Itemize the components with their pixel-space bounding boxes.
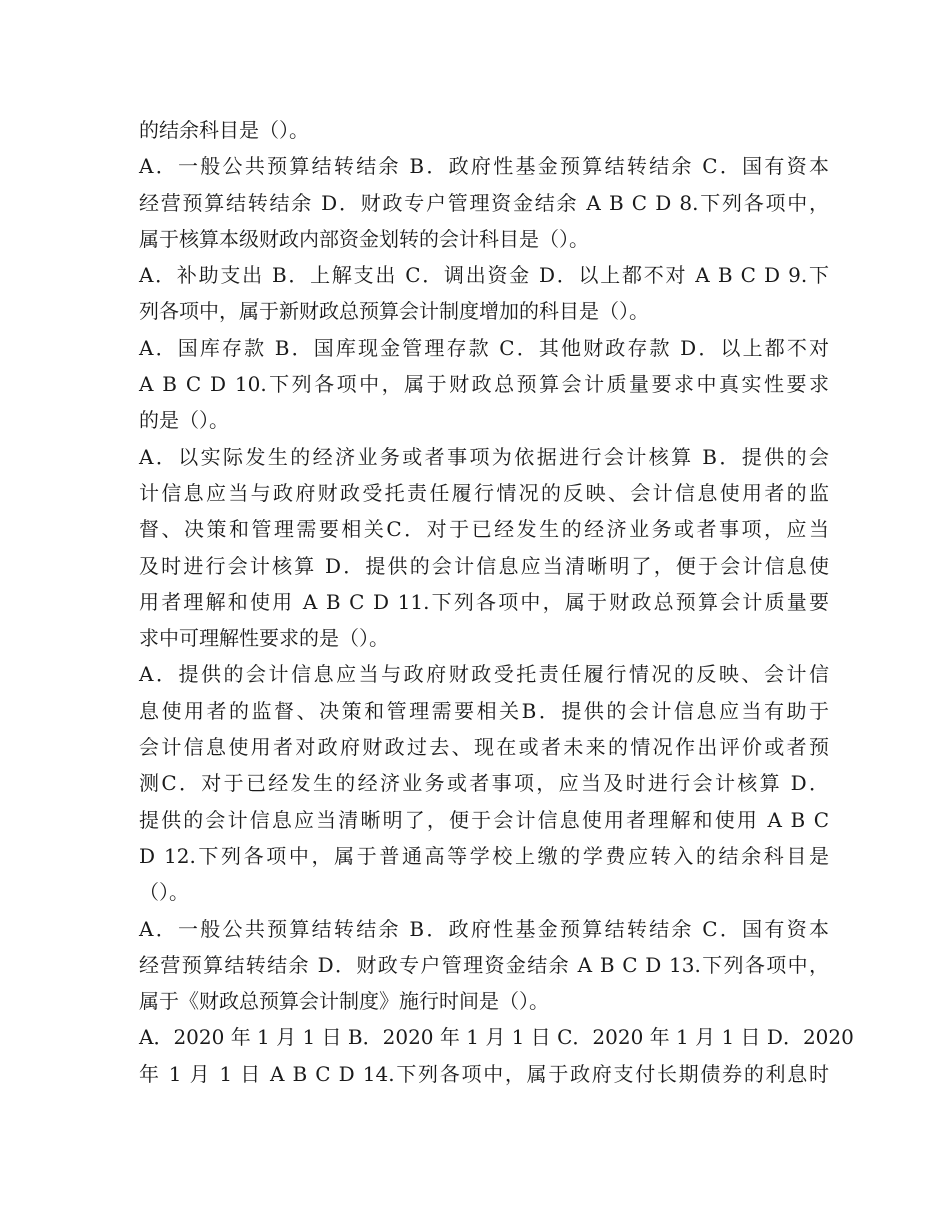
- text-line: A．一般公共预算结转结余 B．政府性基金预算结转结余 C．国有资本: [139, 916, 829, 941]
- text-line: D 12.下列各项中，属于普通高等学校上缴的学费应转入的结余科目是: [139, 843, 829, 868]
- text-line: 提供的会计信息应当清晰明了，便于会计信息使用者理解和使用 A B C: [139, 807, 829, 832]
- text-line: A．以实际发生的经济业务或者事项为依据进行会计核算 B．提供的会: [139, 444, 829, 469]
- text-line: A．提供的会计信息应当与政府财政受托责任履行情况的反映、会计信: [139, 662, 829, 687]
- text-line: 计信息应当与政府财政受托责任履行情况的反映、会计信息使用者的监: [139, 480, 829, 505]
- text-line: 息使用者的监督、决策和管理需要相关B．提供的会计信息应当有助于: [139, 698, 829, 723]
- text-line: 属于核算本级财政内部资金划转的会计科目是（）。: [139, 226, 589, 251]
- text-line: 求中可理解性要求的是（）。: [139, 626, 389, 651]
- text-line: 测C．对于已经发生的经济业务或者事项，应当及时进行会计核算 D．: [139, 771, 829, 796]
- text-line: A B C D 10.下列各项中，属于财政总预算会计质量要求中真实性要求: [139, 372, 829, 397]
- text-line: 及时进行会计核算 D．提供的会计信息应当清晰明了，便于会计信息使: [139, 553, 829, 578]
- text-line: 的是（）。: [139, 408, 229, 433]
- text-line: 年 1 月 1 日 A B C D 14.下列各项中，属于政府支付长期债券的利息时: [139, 1061, 829, 1086]
- text-line: （）。: [139, 880, 189, 905]
- text-line: 经营预算结转结余 D．财政专户管理资金结余 A B C D 8.下列各项中，: [139, 190, 829, 215]
- document-body: [139, 112, 854, 1092]
- text-line: A．一般公共预算结转结余 B．政府性基金预算结转结余 C．国有资本: [139, 154, 829, 179]
- text-line: 属于《财政总预算会计制度》施行时间是（）。: [139, 989, 549, 1014]
- text-line: A．补助支出 B．上解支出 C．调出资金 D．以上都不对 A B C D 9.下: [139, 263, 829, 288]
- text-line: 用者理解和使用 A B C D 11.下列各项中，属于财政总预算会计质量要: [139, 589, 829, 614]
- text-line: A．国库存款 B．国库现金管理存款 C．其他财政存款 D．以上都不对: [139, 335, 829, 360]
- text-line: 督、决策和管理需要相关C．对于已经发生的经济业务或者事项，应当: [139, 517, 829, 542]
- text-line: 经营预算结转结余 D．财政专户管理资金结余 A B C D 13.下列各项中，: [139, 952, 829, 977]
- text-line: 列各项中，属于新财政总预算会计制度增加的科目是（）。: [139, 299, 649, 324]
- text-line: A．2020 年 1 月 1 日 B．2020 年 1 月 1 日 C．2020 年 1 月 1 日 D．2020: [139, 1025, 854, 1050]
- text-line: 的结余科目是（）。: [139, 118, 309, 142]
- text-line: 会计信息使用者对政府财政过去、现在或者未来的情况作出评价或者预: [139, 735, 829, 760]
